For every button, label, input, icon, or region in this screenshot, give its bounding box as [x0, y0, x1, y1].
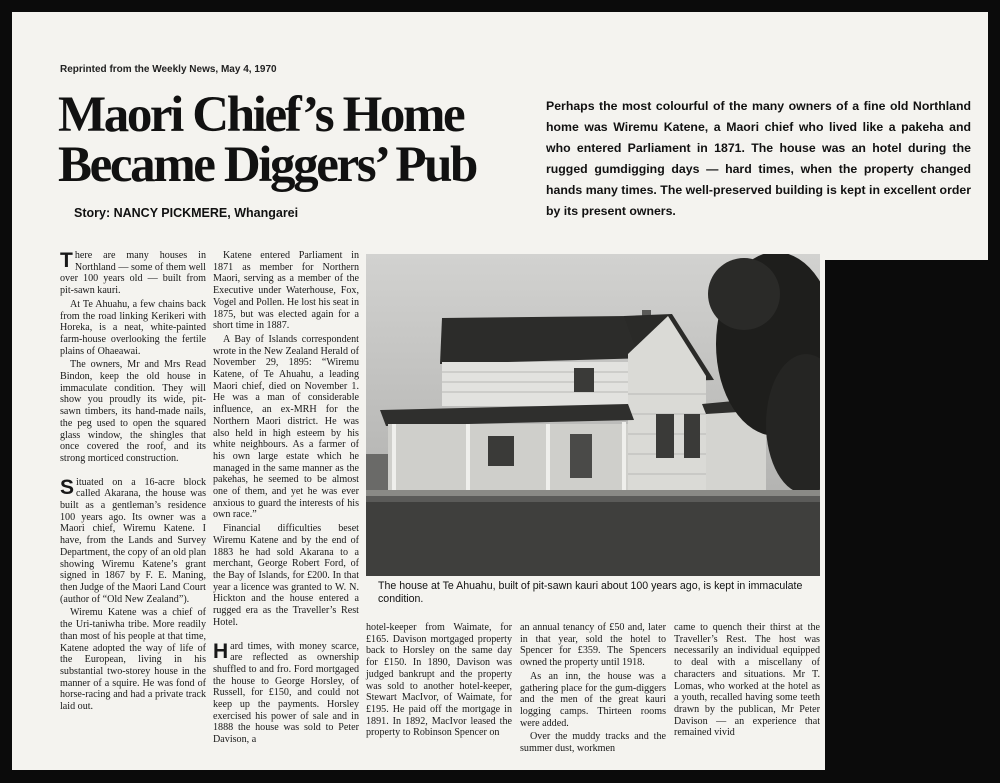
house-photo — [366, 254, 820, 576]
headline — [58, 87, 528, 193]
headline-line-2: Became Diggers’ Pub — [58, 137, 477, 193]
article-column-1 — [60, 250, 206, 715]
paragraph: Katene entered Parliament in 1871 as member for Northern Maori, serving as a member of the Executive under Waterhouse, Fox, Vogel and Pollen. He lost his seat in 1875, but was elected again for a short time in 1887. — [213, 250, 359, 332]
paragraph: Situated on a 16-acre block called Akarana, the house was built as a gentleman’s residence 100 years ago. Its owner was a Maori chief, Wiremu Katene. I have, from the Lands and Survey Department, the copy of an old plan showing Wiremu Katene’s grant signed in 1867 by F. E. Maning, then Judge of the Maori Land Court (author of “Old New Zealand”). — [60, 475, 206, 605]
article-column-4 — [520, 622, 666, 757]
byline: Story: NANCY PICKMERE, Whangarei — [74, 206, 299, 220]
paragraph: hotel-keeper from Waimate, for £165. Davison mortgaged property back to Horsley on the same day for £150. In 1890, Davison was judged bankrupt and the property was sold to another hotel-keeper, Stewart MacIvor, of Waimate, for £195. He paid off the mortgage in 1891. In 1892, MacIvor leased the property to Robinson Spencer on — [366, 622, 512, 739]
paragraph: A Bay of Islands correspondent wrote in the New Zealand Herald of November 29, 1895: “Wiremu Katene, of Te Ahuahu, a leading Maori chief, died on November 1. He was a man of considerable influence, an ex-MRH for the Northern Maori district. He was also held in high esteem by his white neighbours. As a farmer of his own large estate which he managed in the same manner as the pakehas, he seemed to be almost one of them, and yet he was ever anxious to guard the interests of his own race.” — [213, 333, 359, 521]
paragraph: came to quench their thirst at the Traveller’s Rest. The host was necessarily an individual equipped to deal with a miscellany of characters and situations. Mr T. Lomas, who worked at the hotel as a youth, recalled having some teeth drawn by the publican, Mr Peter Davison — an experience that remained vivid — [674, 622, 820, 739]
paragraph: Wiremu Katene was a chief of the Uri-taniwha tribe. More readily than most of his people at that time, Katene adopted the way of life of the European, living in his substantial two-storey house in the manner of a squire. He was fond of horse-racing and had a private track laid out. — [60, 607, 206, 713]
paragraph: Hard times, with money scarce, are reflected as ownership shuffled to and fro. Ford mortgaged the house to George Horsley, of Russell, for £150, and could not keep up the payments. Horsley exercised his power of sale and in 1888 the house was sold to Peter Davison, a — [213, 639, 359, 746]
drop-cap: H — [213, 639, 229, 663]
paragraph: Financial difficulties beset Wiremu Katene and by the end of 1883 he had sold Akarana to a merchant, George Robert Ford, of the Bay of Islands, for £200. In that year a licence was granted to W. N. Hickton and the house entered a rugged era as the Traveller’s Rest Hotel. — [213, 523, 359, 628]
reprint-line: Reprinted from the Weekly News, May 4, 1970 — [60, 64, 277, 75]
article-column-5 — [674, 622, 820, 741]
drop-cap: S — [60, 475, 75, 499]
article-column-2 — [213, 250, 359, 748]
article-column-3 — [366, 622, 512, 741]
headline-line-1: Maori Chief’s Home — [58, 87, 464, 143]
standfirst: Perhaps the most colourful of the many owners of a fine old Northland home was Wiremu Katene, a Maori chief who lived like a pakeha and who entered Parliament in 1871. The house was an hotel during the rugged gumdigging days — hard times, when the property changed hands many times. The well-preserved building is kept in excellent order by its present owners. — [546, 99, 971, 218]
paragraph: At Te Ahuahu, a few chains back from the road linking Kerikeri with Horeka, is a neat, white-painted farm-house overlooking the fertile plains of Ohaeawai. — [60, 298, 206, 357]
paragraph: Over the muddy tracks and the summer dust, workmen — [520, 731, 666, 755]
house-illustration — [366, 254, 820, 576]
drop-cap: T — [60, 249, 73, 272]
paragraph: The owners, Mr and Mrs Read Bindon, keep the old house in immaculate condition. They will show you proudly its wide, pit-sawn timbers, its hand-made nails, the peg used to open the squared glass window, the shingles that once covered the roof, and its strong morticed construction. — [60, 359, 206, 464]
photo-caption: The house at Te Ahuahu, built of pit-sawn kauri about 100 years ago, is kept in immaculate condition. — [378, 580, 803, 605]
paragraph: There are many houses in Northland — some of them well over 100 years old — built from pit-sawn kauri. — [60, 249, 206, 297]
paragraph: As an inn, the house was a gathering place for the gum-diggers and the men of the great kauri logging camps. Thirteen rooms were added. — [520, 670, 666, 729]
paragraph: an annual tenancy of £50 and, later in that year, sold the hotel to Spencer for £359. The Spencers owned the property until 1918. — [520, 622, 666, 669]
